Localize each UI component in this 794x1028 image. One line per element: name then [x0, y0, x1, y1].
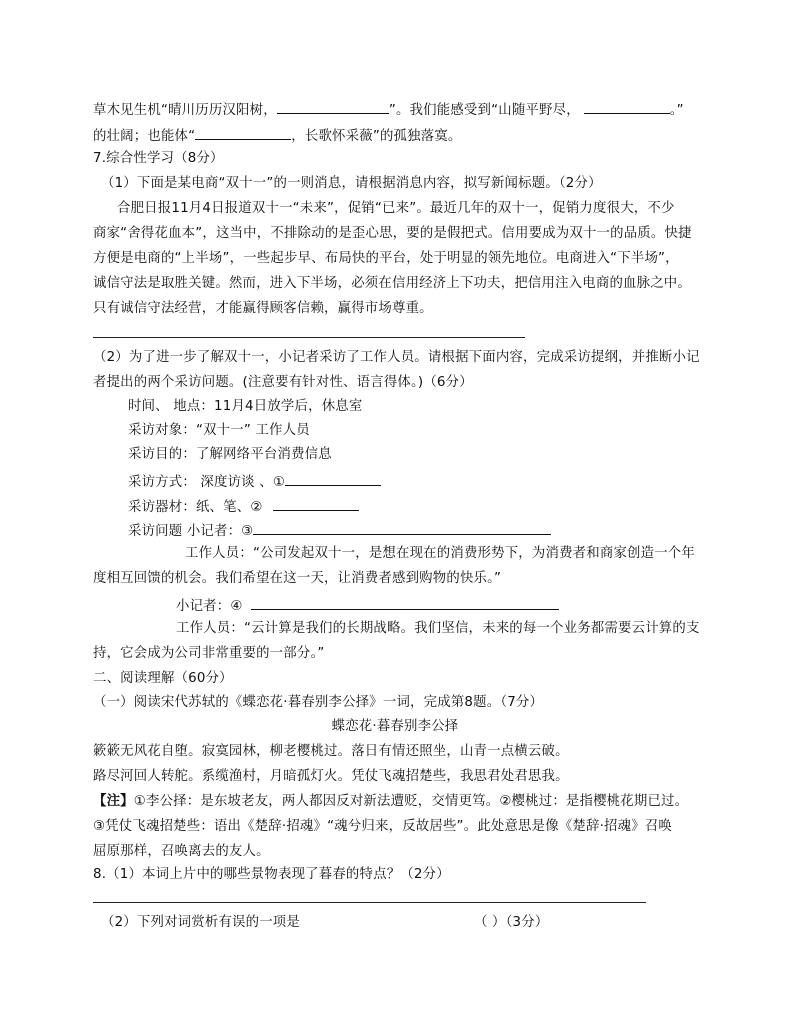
top-line-1-c: 。” [669, 103, 684, 118]
interview-purpose: 采访目的：了解网络平台消费信息 [128, 447, 332, 462]
blank-method[interactable] [285, 471, 381, 486]
q8-part1: 8.（1）本词上片中的哪些景物表现了暮春的特点？（2分） [93, 867, 450, 882]
q7-passage-line-5: 只有诚信守法经营，才能赢得顾客信赖，赢得市场尊重。 [93, 301, 433, 316]
section2-part1: （一）阅读宋代苏轼的《蝶恋花·暮春别李公择》一词，完成第8题。（7分） [93, 695, 544, 710]
poem-line-1: 簌簌无风花自堕。寂寞园林，柳老樱桃过。落日有情还照坐，山青一点横云破。 [93, 744, 569, 759]
note-line-3: 屈原那样，召唤离去的友人。 [93, 844, 270, 859]
poem-line-2: 路尽河回人转舵。系缆渔村，月暗孤灯火。凭仗飞魂招楚些，我思君处君思我。 [93, 769, 569, 784]
top-line-1-a: 草木见生机“晴川历历汉阳树， [93, 103, 277, 118]
blank-question-4[interactable] [251, 595, 559, 610]
q7-heading: 7.综合性学习（8分） [93, 151, 224, 166]
poem-title: 蝶恋花·暮春别李公择 [331, 719, 459, 734]
top-line-1-b: ”。我们能感受到“山随平野尽， [388, 103, 580, 118]
note-line-1 [93, 793, 688, 811]
q8-part2 [101, 914, 300, 932]
interview-equipment [128, 496, 359, 517]
interview-question-label: 采访问题 小记者：③ [128, 524, 254, 539]
q7-passage-line-1: 合肥日报11月4日报道双十一“未来”，促销“已来”。最近几年的双十一，促销力度很大，不少 [117, 201, 675, 216]
interview-equipment-label: 采访器材：纸、笔、② [128, 500, 263, 515]
blank-question-3[interactable] [253, 520, 551, 535]
top-line-1 [93, 99, 684, 120]
q8-part2-text: （2）下列对词赏析有误的一项是 [101, 915, 300, 930]
interview-object: 采访对象：“双十一” 工作人员 [128, 423, 310, 438]
reporter-question-4-label: 小记者：④ [176, 599, 243, 614]
reporter-question-4 [176, 595, 559, 616]
note-label: 【注】 [93, 794, 134, 809]
staff-answer-2-line-2: 持，它会成为公司非常重要的一部分。” [93, 646, 325, 661]
staff-answer-1-line-2: 度相互回馈的机会。我们希望在这一天，让消费者感到购物的快乐。” [93, 571, 502, 586]
q7-answer-line[interactable] [93, 337, 525, 338]
blank-equipment[interactable] [273, 496, 359, 511]
interview-method [128, 471, 381, 492]
top-line-2 [93, 125, 462, 146]
staff-answer-1-line-1: 工作人员：“公司发起双十一，是想在现在的消费形势下，为消费者和商家创造一个年 [185, 546, 695, 561]
q8-answer-line[interactable] [93, 902, 646, 903]
note-line-2: ③凭仗飞魂招楚些：语出《楚辞·招魂》“魂兮归来，反故居些”。此处意思是像《楚辞·招魂》召唤 [93, 819, 673, 834]
q7-passage-line-3: 方便是电商的“上半场”，一些起步早、布局快的平台，处于明显的领先地位。电商进入“下半场”， [93, 251, 679, 266]
top-line-2-a: 的壮阔；也能体“ [93, 129, 196, 144]
section2-heading: 二、阅读理解（60分） [93, 671, 233, 686]
q7-sub1: （1）下面是某电商“双十一”的一则消息，请根据消息内容，拟写新闻标题。（2分） [101, 176, 602, 191]
q7-sub2-line-2: 者提出的两个采访问题。(注意要有针对性、语言得体。)（6分） [93, 375, 473, 390]
q7-sub2-line-1: （2）为了进一步了解双十一，小记者采访了工作人员。请根据下面内容，完成采访提纲，并推断小记 [93, 350, 700, 365]
interview-time-place: 时间、 地点：11月4日放学后，休息室 [128, 399, 363, 414]
blank-3[interactable] [195, 125, 291, 140]
blank-2[interactable] [584, 99, 670, 114]
interview-question [128, 520, 551, 541]
interview-method-label: 采访方式： 深度访谈 、① [128, 475, 286, 490]
note-text-1: ①李公择：是东坡老友，两人都因反对新法遭贬，交情更笃。②樱桃过：是指樱桃花期已过。 [133, 794, 689, 809]
q8-part2-answer-paren[interactable]: （ ）（3分） [474, 915, 549, 930]
blank-1[interactable] [277, 99, 389, 114]
top-line-2-b: ，长歌怀采薇”的孤独落寞。 [291, 129, 462, 144]
q7-passage-line-4: 诚信守法是取胜关键。然而，进入下半场，必须在信用经济上下功夫，把信用注入电商的血脉之中。 [93, 276, 691, 291]
q7-passage-line-2: 商家“舍得花血本”，这当中，不排除动的是歪心思，要的是假把式。信用要成为双十一的品质。快捷 [93, 226, 692, 241]
staff-answer-2-line-1: 工作人员：“云计算是我们的长期战略。我们坚信，未来的每一个业务都需要云计算的支 [176, 621, 700, 636]
